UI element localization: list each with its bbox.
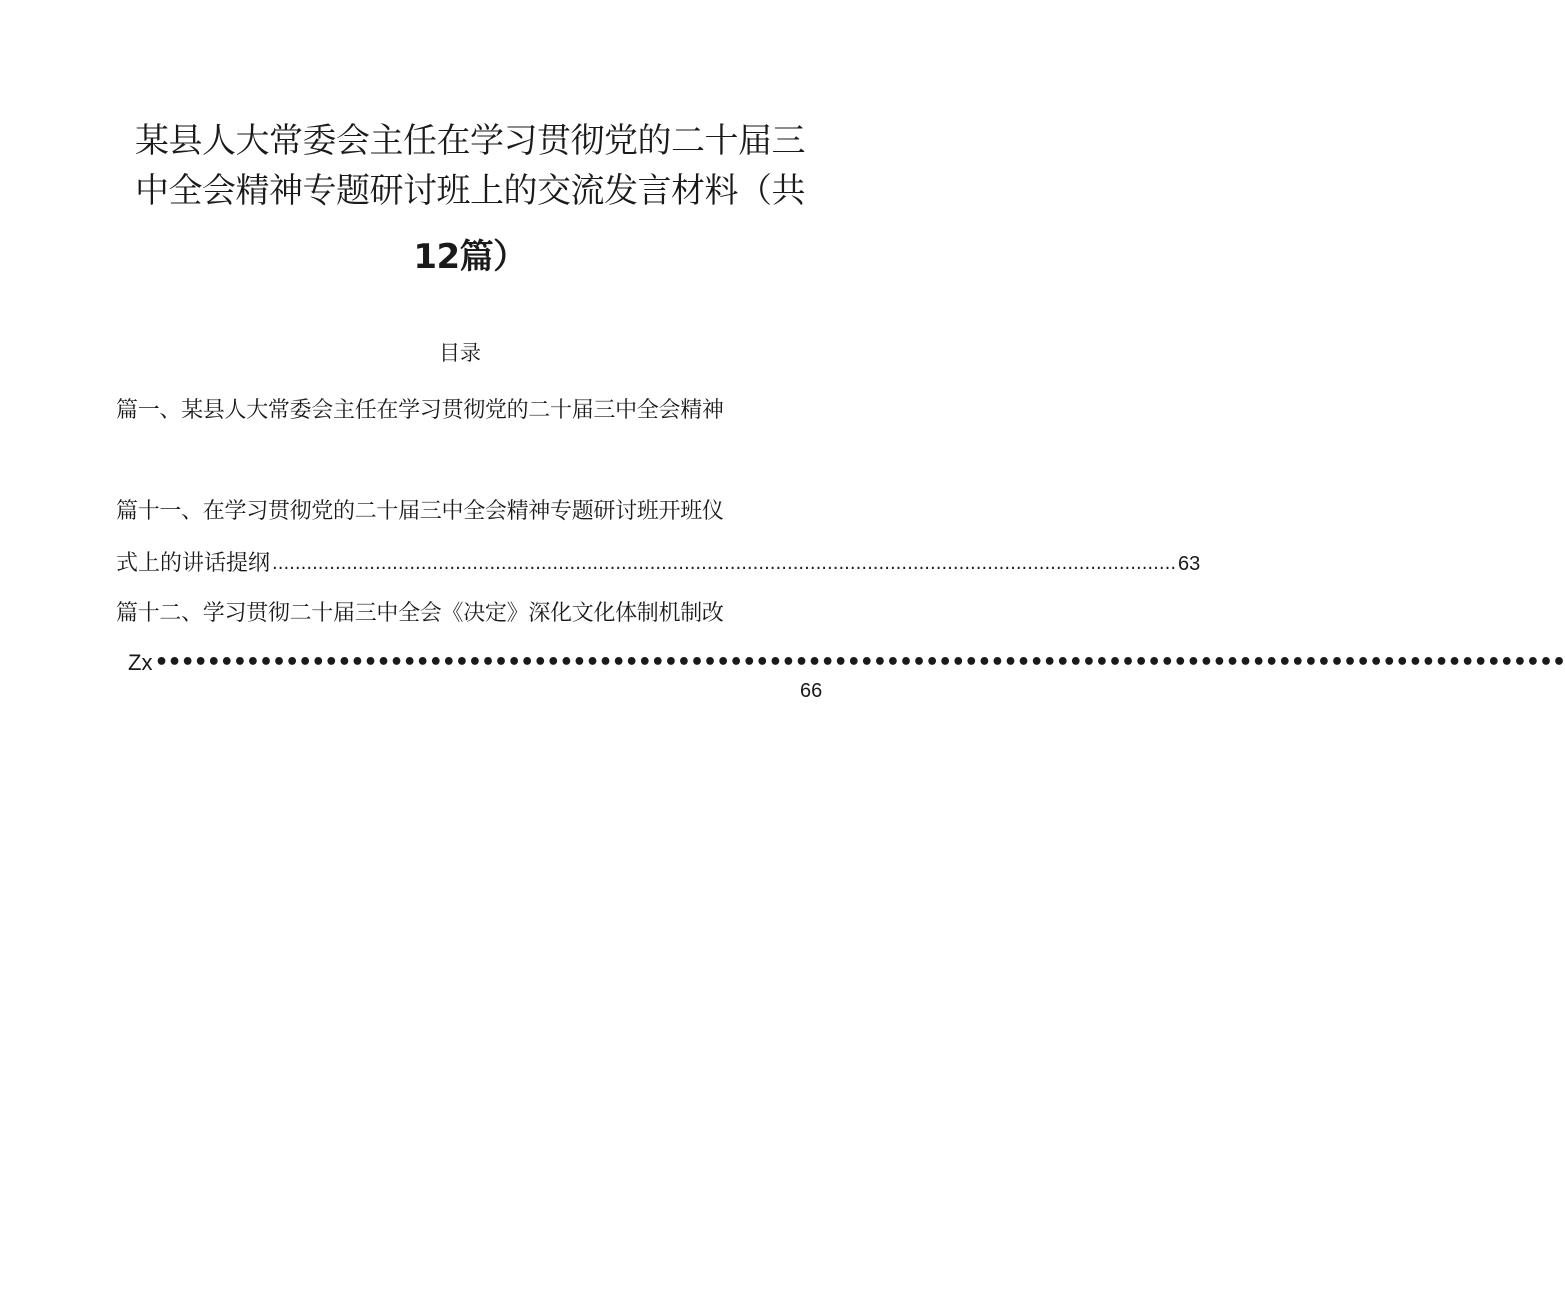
document-title xyxy=(120,116,820,282)
dot-leader: .............................................................................................................................................................. xyxy=(272,553,1177,574)
toc-entry-12-text: Zx xyxy=(128,650,153,675)
toc-entry-11-line2[interactable] xyxy=(116,549,1201,579)
toc-entry-1[interactable]: 篇一、某县人大常委会主任在学习贯彻党的二十届三中全会精神 xyxy=(116,398,724,423)
toc-entry-12-line1[interactable]: 篇十二、学习贯彻二十届三中全会《决定》深化文化体制机制改 xyxy=(116,601,724,626)
toc-page-number: 63 xyxy=(1178,553,1201,575)
toc-page-number: 66 xyxy=(800,680,823,702)
title-line-3: 12篇） xyxy=(413,237,527,277)
dot-leader: •••••••••••••••••••••••••••••••••••••••••••••••••••••••••••••••••••••••••••••••••••••••••••••••••••••••••••• xyxy=(154,650,1565,675)
toc-entry-11-text: 式上的讲话提纲 xyxy=(116,551,271,576)
title-line-2: 中全会精神专题研讨班上的交流发言材料（共 xyxy=(135,171,805,211)
toc-entry-12-line2[interactable] xyxy=(128,648,1565,678)
title-line-1: 某县人大常委会主任在学习贯彻党的二十届三 xyxy=(135,121,805,161)
toc-entry-11-line1[interactable]: 篇十一、在学习贯彻党的二十届三中全会精神专题研讨班开班仪 xyxy=(116,499,724,524)
toc-heading: 目录 xyxy=(439,341,481,365)
